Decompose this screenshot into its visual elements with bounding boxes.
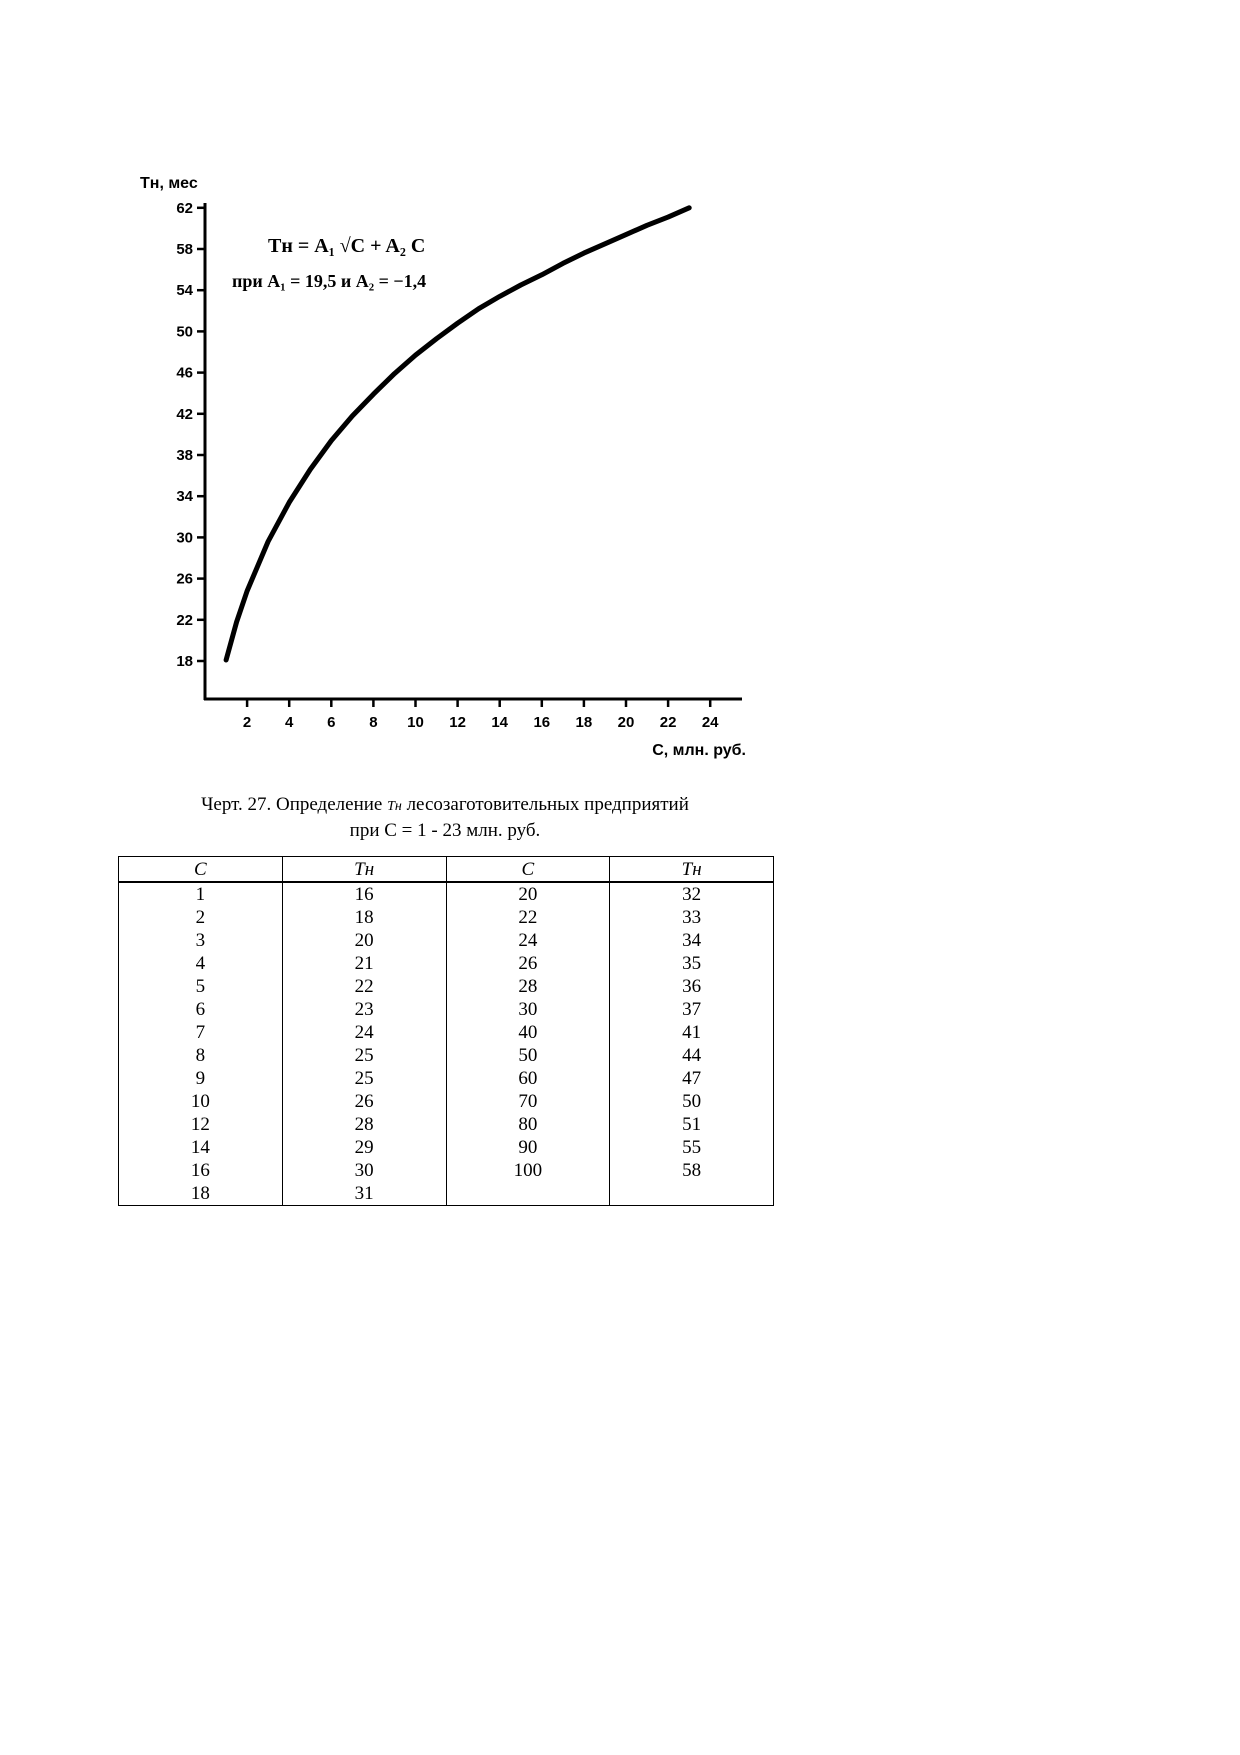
table-cell: 18 bbox=[282, 906, 446, 929]
x-tick-label: 12 bbox=[449, 714, 466, 731]
table-cell: 26 bbox=[446, 952, 610, 975]
x-tick-label: 22 bbox=[659, 714, 677, 731]
table-cell: 80 bbox=[446, 1113, 610, 1136]
column-header: Tн bbox=[282, 857, 446, 883]
table-cell: 16 bbox=[119, 1159, 283, 1182]
data-point bbox=[330, 440, 332, 442]
table-cell: 35 bbox=[610, 952, 774, 975]
table-cell: 3 bbox=[119, 929, 283, 952]
data-point bbox=[604, 243, 606, 245]
table-cell: 9 bbox=[119, 1067, 283, 1090]
y-tick-label: 34 bbox=[176, 488, 193, 506]
data-point bbox=[520, 284, 522, 286]
table-cell: 51 bbox=[610, 1113, 774, 1136]
data-point bbox=[667, 216, 669, 218]
table-cell: 34 bbox=[610, 929, 774, 952]
table-cell: 60 bbox=[446, 1067, 610, 1090]
x-tick-label: 8 bbox=[369, 714, 378, 731]
data-point bbox=[267, 541, 269, 543]
y-axis-label: Tн, мес bbox=[140, 175, 198, 192]
table-cell: 24 bbox=[282, 1021, 446, 1044]
table-row bbox=[119, 998, 774, 1021]
table-row bbox=[119, 882, 774, 906]
table-cell: 90 bbox=[446, 1136, 610, 1159]
data-point bbox=[583, 252, 585, 254]
table-cell: 44 bbox=[610, 1044, 774, 1067]
data-point bbox=[288, 501, 290, 503]
table-cell bbox=[610, 1182, 774, 1206]
table-cell: 7 bbox=[119, 1021, 283, 1044]
column-header: Tн bbox=[610, 857, 774, 883]
table-cell: 20 bbox=[446, 882, 610, 906]
table-cell: 12 bbox=[119, 1113, 283, 1136]
data-point bbox=[478, 308, 480, 310]
table-cell: 50 bbox=[610, 1090, 774, 1113]
table-cell: 25 bbox=[282, 1067, 446, 1090]
caption-suffix: лесозаготовительных предприятий bbox=[401, 794, 689, 815]
x-tick-label: 4 bbox=[285, 714, 294, 731]
data-point bbox=[625, 234, 627, 236]
x-tick-label: 20 bbox=[617, 714, 635, 731]
table-header-row bbox=[119, 857, 774, 883]
x-axis-label: C, млн. руб. bbox=[652, 742, 746, 759]
data-point bbox=[436, 338, 438, 340]
table-cell: 31 bbox=[282, 1182, 446, 1206]
data-point bbox=[394, 373, 396, 375]
table-row bbox=[119, 1182, 774, 1206]
table-row bbox=[119, 952, 774, 975]
table-cell: 24 bbox=[446, 929, 610, 952]
chart bbox=[0, 0, 1240, 780]
y-tick-label: 58 bbox=[176, 241, 193, 258]
table-cell: 14 bbox=[119, 1136, 283, 1159]
y-tick-label: 50 bbox=[176, 323, 193, 341]
table-cell: 18 bbox=[119, 1182, 283, 1206]
y-tick-label: 18 bbox=[176, 653, 193, 670]
chart-formula: Tн = A₁ √C + A₂ C bbox=[268, 235, 426, 257]
table-cell: 100 bbox=[446, 1159, 610, 1182]
table-cell: 28 bbox=[282, 1113, 446, 1136]
table-row bbox=[119, 1044, 774, 1067]
data-table bbox=[118, 856, 774, 1206]
caption-symbol: Tн bbox=[387, 799, 402, 814]
table-cell: 37 bbox=[610, 998, 774, 1021]
table-cell: 26 bbox=[282, 1090, 446, 1113]
table-cell: 5 bbox=[119, 975, 283, 998]
table-cell: 41 bbox=[610, 1021, 774, 1044]
table-cell: 21 bbox=[282, 952, 446, 975]
data-point bbox=[372, 393, 374, 395]
table-cell: 58 bbox=[610, 1159, 774, 1182]
table-cell: 30 bbox=[446, 998, 610, 1021]
table-cell: 10 bbox=[119, 1090, 283, 1113]
data-point bbox=[688, 207, 690, 209]
data-point bbox=[457, 322, 459, 324]
x-tick-label: 16 bbox=[533, 714, 551, 731]
table-row bbox=[119, 1136, 774, 1159]
table-cell: 32 bbox=[610, 882, 774, 906]
x-tick-label: 6 bbox=[327, 714, 336, 731]
table-row bbox=[119, 1090, 774, 1113]
x-tick-label: 24 bbox=[701, 714, 719, 731]
table-cell: 23 bbox=[282, 998, 446, 1021]
data-point bbox=[246, 590, 248, 592]
table-row bbox=[119, 906, 774, 929]
table-cell: 33 bbox=[610, 906, 774, 929]
y-tick-label: 26 bbox=[176, 570, 193, 588]
figure-caption-line2: при С = 1 - 23 млн. руб. bbox=[349, 820, 541, 841]
table-cell: 30 bbox=[282, 1159, 446, 1182]
table-cell: 20 bbox=[282, 929, 446, 952]
y-tick-label: 62 bbox=[176, 199, 193, 217]
table-row bbox=[119, 975, 774, 998]
table-cell: 55 bbox=[610, 1136, 774, 1159]
data-point bbox=[351, 415, 353, 417]
x-tick-label: 2 bbox=[242, 714, 252, 731]
table-row bbox=[119, 1021, 774, 1044]
table-cell: 2 bbox=[119, 906, 283, 929]
table-cell: 8 bbox=[119, 1044, 283, 1067]
chart-formula-params: при A₁ = 19,5 и A₂ = −1,4 bbox=[232, 271, 427, 291]
data-point bbox=[646, 224, 648, 226]
y-tick-label: 46 bbox=[176, 364, 193, 382]
table-cell: 29 bbox=[282, 1136, 446, 1159]
data-point bbox=[415, 354, 417, 356]
data-point bbox=[499, 295, 501, 297]
table-row bbox=[119, 1113, 774, 1136]
table-row bbox=[119, 929, 774, 952]
table-cell: 22 bbox=[446, 906, 610, 929]
table-cell: 22 bbox=[282, 975, 446, 998]
table-cell: 25 bbox=[282, 1044, 446, 1067]
data-point bbox=[225, 659, 227, 661]
table-row bbox=[119, 1067, 774, 1090]
y-tick-label: 22 bbox=[176, 611, 193, 629]
table-cell: 50 bbox=[446, 1044, 610, 1067]
data-point bbox=[541, 274, 543, 276]
data-point bbox=[309, 468, 311, 470]
table-cell bbox=[446, 1182, 610, 1206]
table-cell: 1 bbox=[119, 882, 283, 906]
table-cell: 47 bbox=[610, 1067, 774, 1090]
column-header: C bbox=[446, 857, 610, 883]
y-tick-label: 54 bbox=[176, 282, 193, 300]
table-cell: 4 bbox=[119, 952, 283, 975]
y-tick-label: 38 bbox=[176, 447, 193, 464]
data-point bbox=[236, 621, 238, 623]
table-cell: 36 bbox=[610, 975, 774, 998]
table-cell: 28 bbox=[446, 975, 610, 998]
table-cell: 70 bbox=[446, 1090, 610, 1113]
x-tick-label: 10 bbox=[407, 714, 424, 731]
table-cell: 6 bbox=[119, 998, 283, 1021]
table-cell: 40 bbox=[446, 1021, 610, 1044]
caption-prefix: Черт. 27. Определение bbox=[201, 794, 388, 815]
y-tick-label: 30 bbox=[176, 529, 193, 547]
x-tick-label: 18 bbox=[575, 714, 593, 731]
y-tick-label: 42 bbox=[176, 405, 193, 423]
x-tick-label: 14 bbox=[491, 714, 509, 731]
figure-caption bbox=[120, 792, 770, 820]
data-point bbox=[562, 262, 564, 264]
column-header: C bbox=[119, 857, 283, 883]
table-row bbox=[119, 1159, 774, 1182]
table-cell: 16 bbox=[282, 882, 446, 906]
